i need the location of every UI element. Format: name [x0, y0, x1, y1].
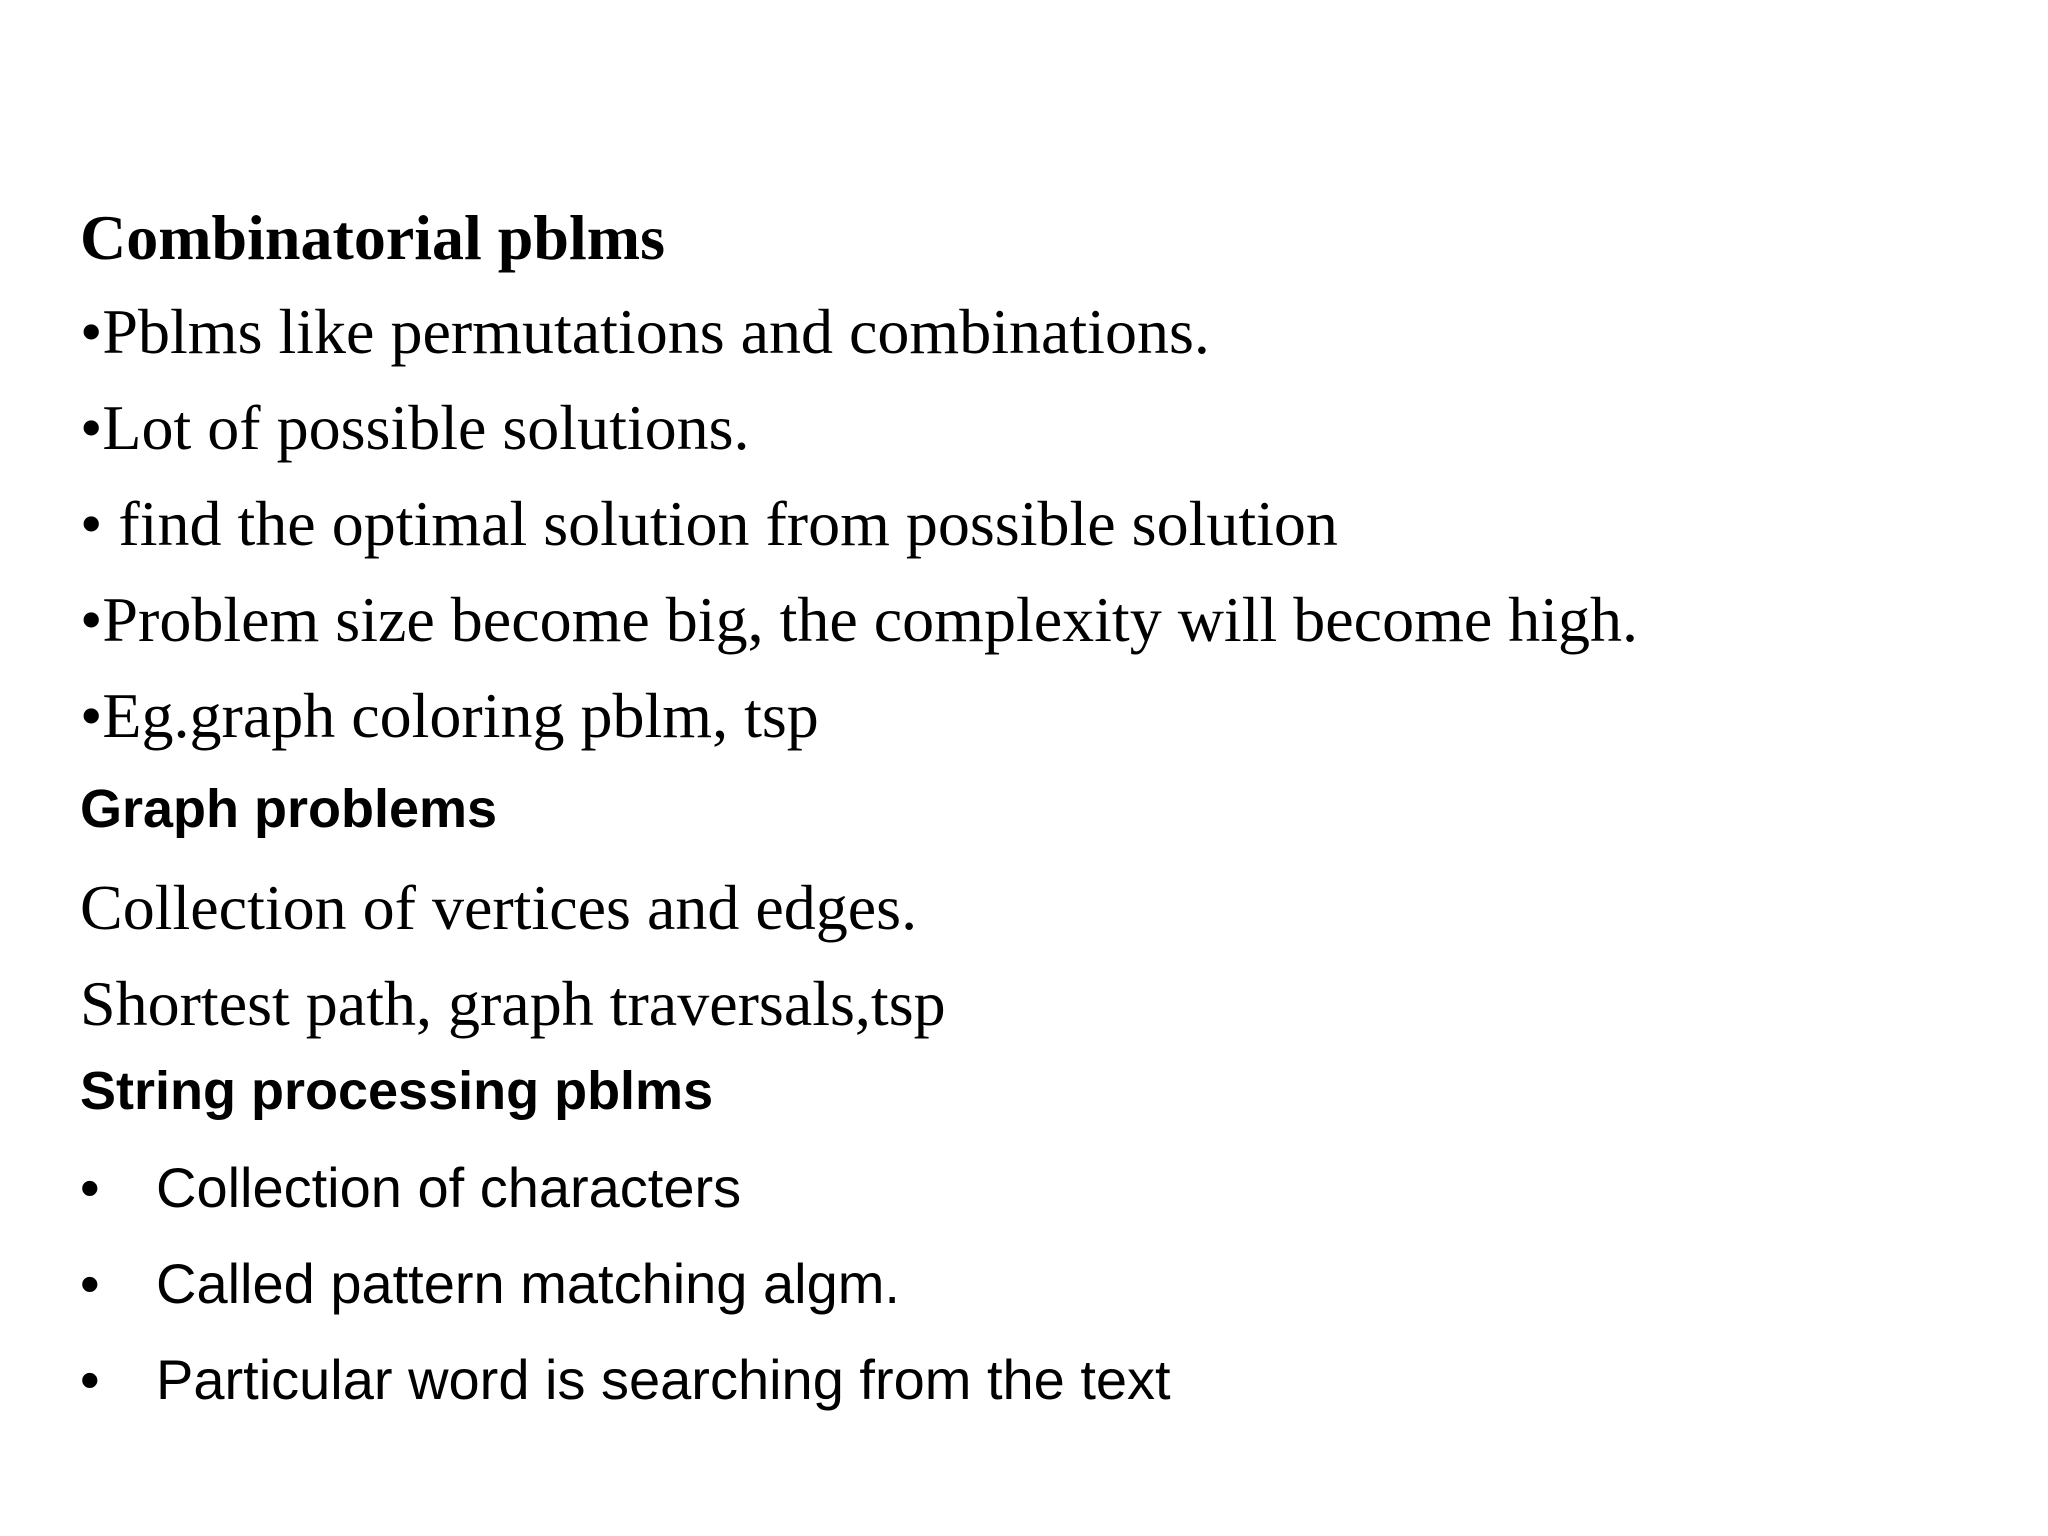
string-bullet [80, 1156, 1980, 1224]
string-bullet-text: Collection of characters [156, 1156, 742, 1219]
string-bullet-text: Particular word is searching from the text [156, 1348, 1171, 1411]
string-bullet-text: Called pattern matching algm. [156, 1252, 900, 1315]
bullet-icon: • [80, 1348, 100, 1411]
combinatorial-bullet: •Eg.graph coloring pblm, tsp [80, 680, 819, 751]
graph-line: Shortest path, graph traversals,tsp [80, 968, 946, 1039]
combinatorial-bullet: •Pblms like permutations and combinations. [80, 296, 1210, 367]
combinatorial-bullet: •Lot of possible solutions. [80, 392, 750, 463]
bullet-icon: • [80, 1156, 100, 1219]
string-heading: String processing pblms [80, 1061, 714, 1121]
bullet-icon: • [80, 1252, 100, 1315]
combinatorial-bullet: • find the optimal solution from possible solution [80, 488, 1338, 559]
string-bullet [80, 1252, 1980, 1320]
combinatorial-heading: Combinatorial pblms [80, 202, 665, 273]
combinatorial-bullet: •Problem size become big, the complexity will become high. [80, 584, 1639, 655]
graph-heading: Graph problems [80, 779, 498, 839]
string-bullet [80, 1348, 1980, 1416]
graph-line: Collection of vertices and edges. [80, 872, 918, 943]
